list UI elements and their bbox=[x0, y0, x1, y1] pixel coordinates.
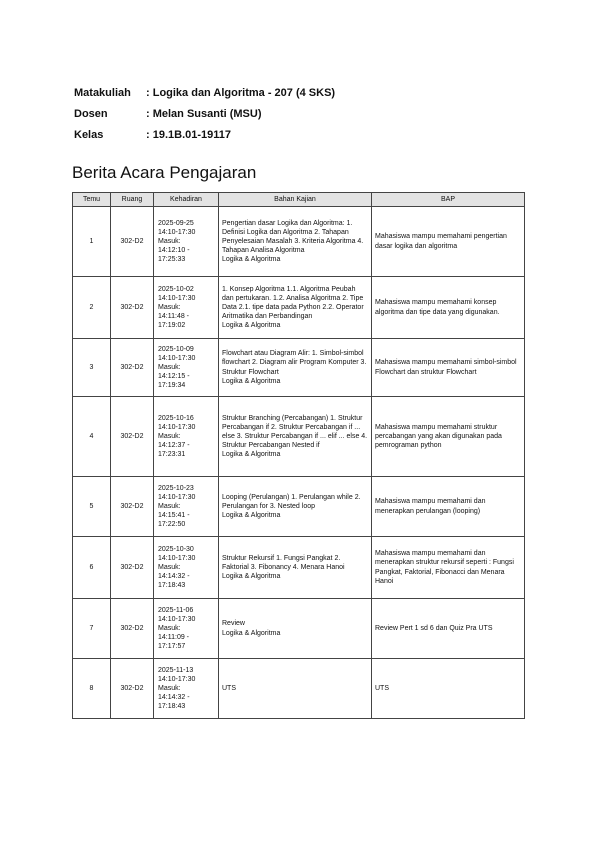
page-title: Berita Acara Pengajaran bbox=[72, 163, 257, 182]
bahan-kajian-course: Logika & Algoritma bbox=[222, 573, 281, 581]
temu-cell: 5 bbox=[73, 477, 111, 537]
bap-cell: UTS bbox=[372, 659, 525, 719]
bahan-kajian-cell bbox=[219, 537, 372, 599]
kehadiran-date: 2025-10-02 bbox=[158, 285, 194, 293]
bahan-kajian-text: Pengertian dasar Logika dan Algoritma: 1. Definisi Logika dan Algoritma 2. Tahapan Penyelesaian Masalah 3. Kriteria Algoritma 4. Tahapan Analisa Algoritma bbox=[222, 219, 364, 255]
temu-cell: 8 bbox=[73, 659, 111, 719]
table-row bbox=[73, 659, 525, 719]
kehadiran-cell bbox=[154, 477, 219, 537]
kehadiran-masuk-label: Masuk: bbox=[158, 563, 181, 571]
bap-cell: Mahasiswa mampu memahami dan menerapkan struktur rekursif seperti : Fungsi Pangkat, Faktorial, Fibonacci dan Menara Hanoi bbox=[372, 537, 525, 599]
bahan-kajian-cell bbox=[219, 397, 372, 477]
table-row bbox=[73, 537, 525, 599]
kehadiran-masuk-label: Masuk: bbox=[158, 624, 181, 632]
kehadiran-masuk-label: Masuk: bbox=[158, 684, 181, 692]
bahan-kajian-course: Logika & Algoritma bbox=[222, 629, 281, 637]
col-header-ruang: Ruang bbox=[111, 193, 154, 207]
kehadiran-schedule: 14:10-17:30 bbox=[158, 228, 196, 236]
kehadiran-time: 14:15:41 - 17:22:50 bbox=[158, 512, 190, 529]
temu-cell: 6 bbox=[73, 537, 111, 599]
matakuliah-row bbox=[74, 82, 335, 103]
bahan-kajian-cell bbox=[219, 207, 372, 277]
kehadiran-cell bbox=[154, 207, 219, 277]
kehadiran-schedule: 14:10-17:30 bbox=[158, 615, 196, 623]
kehadiran-cell bbox=[154, 397, 219, 477]
bahan-kajian-cell bbox=[219, 477, 372, 537]
kehadiran-schedule: 14:10-17:30 bbox=[158, 423, 196, 431]
ruang-cell: 302-D2 bbox=[111, 659, 154, 719]
bap-cell: Mahasiswa mampu memahami dan menerapkan perulangan (looping) bbox=[372, 477, 525, 537]
bahan-kajian-text: Struktur Rekursif 1. Fungsi Pangkat 2. Faktorial 3. Fibonancy 4. Menara Hanoi bbox=[222, 554, 345, 571]
kehadiran-date: 2025-11-13 bbox=[158, 666, 194, 674]
col-header-bap: BAP bbox=[372, 193, 525, 207]
kehadiran-date: 2025-10-16 bbox=[158, 414, 194, 422]
bap-cell: Review Pert 1 sd 6 dan Quiz Pra UTS bbox=[372, 599, 525, 659]
kehadiran-cell bbox=[154, 537, 219, 599]
kehadiran-cell bbox=[154, 277, 219, 339]
temu-cell: 4 bbox=[73, 397, 111, 477]
kelas-row bbox=[74, 124, 335, 145]
bahan-kajian-text: Flowchart atau Diagram Alir: 1. Simbol-simbol flowchart 2. Diagram alir Program Komputer 3. Struktur Flowchart bbox=[222, 350, 367, 376]
bahan-kajian-course: Logika & Algoritma bbox=[222, 322, 281, 330]
bahan-kajian-text: Looping (Perulangan) 1. Perulangan while 2. Perulangan for 3. Nested loop bbox=[222, 493, 361, 510]
ruang-cell: 302-D2 bbox=[111, 477, 154, 537]
ruang-cell: 302-D2 bbox=[111, 599, 154, 659]
bahan-kajian-text: UTS bbox=[222, 684, 236, 692]
bahan-kajian-cell bbox=[219, 659, 372, 719]
kehadiran-schedule: 14:10-17:30 bbox=[158, 554, 196, 562]
bahan-kajian-course: Logika & Algoritma bbox=[222, 512, 281, 520]
bahan-kajian-course: Logika & Algoritma bbox=[222, 256, 281, 264]
bahan-kajian-text: 1. Konsep Algoritma 1.1. Algoritma Peubah dan pertukaran. 1.2. Analisa Algoritma 2. Tipe Data 2.1. tipe data pada Python 2.2. Operator Aritmatika dan Perbandingan bbox=[222, 285, 364, 321]
kehadiran-time: 14:14:32 - 17:18:43 bbox=[158, 694, 190, 711]
bap-cell: Mahasiswa mampu memahami pengertian dasar logika dan algoritma bbox=[372, 207, 525, 277]
bahan-kajian-course: Logika & Algoritma bbox=[222, 377, 281, 385]
kehadiran-cell bbox=[154, 599, 219, 659]
table-row bbox=[73, 599, 525, 659]
bahan-kajian-course: Logika & Algoritma bbox=[222, 451, 281, 459]
kehadiran-time: 14:14:32 - 17:18:43 bbox=[158, 573, 190, 590]
col-header-kehadiran: Kehadiran bbox=[154, 193, 219, 207]
kehadiran-masuk-label: Masuk: bbox=[158, 502, 181, 510]
temu-cell: 7 bbox=[73, 599, 111, 659]
table-row bbox=[73, 477, 525, 537]
bahan-kajian-text: Struktur Branching (Percabangan) 1. Struktur Percabangan if 2. Struktur Percabangan if ... else 3. Struktur Percabangan if ... elif ... else 4. Struktur Percabangan Nested if bbox=[222, 414, 368, 450]
kehadiran-time: 14:11:48 - 17:19:02 bbox=[158, 313, 190, 330]
table-row bbox=[73, 277, 525, 339]
kehadiran-masuk-label: Masuk: bbox=[158, 237, 181, 245]
kehadiran-time: 14:12:37 - 17:23:31 bbox=[158, 442, 190, 459]
col-header-bahan-kajian: Bahan Kajian bbox=[219, 193, 372, 207]
kehadiran-cell bbox=[154, 659, 219, 719]
kehadiran-cell bbox=[154, 339, 219, 397]
kehadiran-time: 14:11:09 - 17:17:57 bbox=[158, 634, 190, 651]
kehadiran-date: 2025-11-06 bbox=[158, 606, 194, 614]
dosen-row bbox=[74, 103, 335, 124]
course-info bbox=[74, 82, 335, 145]
ruang-cell: 302-D2 bbox=[111, 277, 154, 339]
dosen-label: Dosen bbox=[74, 107, 108, 120]
ruang-cell: 302-D2 bbox=[111, 397, 154, 477]
kehadiran-schedule: 14:10-17:30 bbox=[158, 354, 196, 362]
kehadiran-schedule: 14:10-17:30 bbox=[158, 294, 196, 302]
kehadiran-time: 14:12:10 - 17:25:33 bbox=[158, 247, 190, 264]
kehadiran-time: 14:12:15 - 17:19:34 bbox=[158, 373, 190, 390]
bap-table bbox=[72, 192, 525, 719]
kehadiran-masuk-label: Masuk: bbox=[158, 363, 181, 371]
kelas-label: Kelas bbox=[74, 128, 104, 141]
kehadiran-date: 2025-10-09 bbox=[158, 345, 194, 353]
ruang-cell: 302-D2 bbox=[111, 207, 154, 277]
kehadiran-schedule: 14:10-17:30 bbox=[158, 675, 196, 683]
ruang-cell: 302-D2 bbox=[111, 339, 154, 397]
col-header-temu: Temu bbox=[73, 193, 111, 207]
bap-cell: Mahasiswa mampu memahami simbol-simbol Flowchart dan struktur Flowchart bbox=[372, 339, 525, 397]
table-header-row bbox=[73, 193, 525, 207]
bahan-kajian-cell bbox=[219, 339, 372, 397]
kehadiran-schedule: 14:10-17:30 bbox=[158, 493, 196, 501]
bahan-kajian-cell bbox=[219, 277, 372, 339]
kehadiran-masuk-label: Masuk: bbox=[158, 303, 181, 311]
kelas-value: : 19.1B.01-19117 bbox=[146, 128, 232, 141]
kehadiran-date: 2025-10-23 bbox=[158, 484, 194, 492]
matakuliah-value: : Logika dan Algoritma - 207 (4 SKS) bbox=[146, 86, 336, 99]
kehadiran-date: 2025-10-30 bbox=[158, 545, 194, 553]
matakuliah-label: Matakuliah bbox=[74, 86, 131, 99]
kehadiran-masuk-label: Masuk: bbox=[158, 432, 181, 440]
kehadiran-date: 2025-09-25 bbox=[158, 219, 194, 227]
dosen-value: : Melan Susanti (MSU) bbox=[146, 107, 262, 120]
ruang-cell: 302-D2 bbox=[111, 537, 154, 599]
bahan-kajian-text: Review bbox=[222, 620, 245, 628]
bap-cell: Mahasiswa mampu memahami struktur percabangan yang akan digunakan pada pemrograman python bbox=[372, 397, 525, 477]
bap-cell: Mahasiswa mampu memahami konsep algoritma dan tipe data yang digunakan. bbox=[372, 277, 525, 339]
table-row bbox=[73, 397, 525, 477]
temu-cell: 3 bbox=[73, 339, 111, 397]
bahan-kajian-cell bbox=[219, 599, 372, 659]
table-row bbox=[73, 207, 525, 277]
temu-cell: 2 bbox=[73, 277, 111, 339]
temu-cell: 1 bbox=[73, 207, 111, 277]
table-row bbox=[73, 339, 525, 397]
